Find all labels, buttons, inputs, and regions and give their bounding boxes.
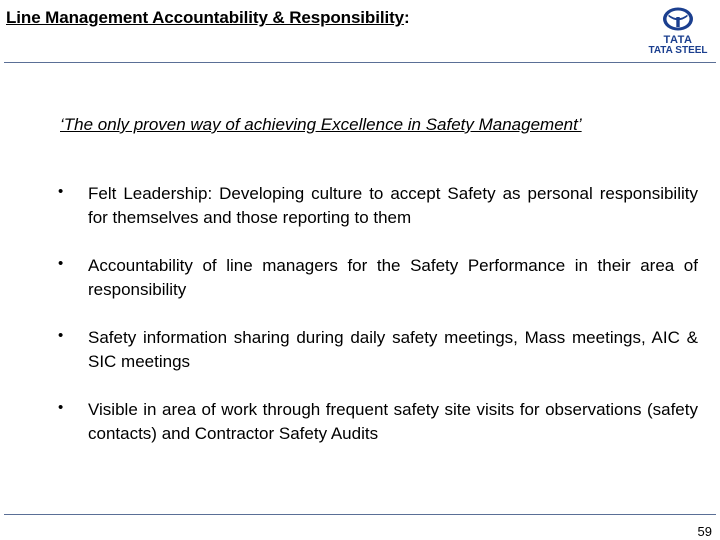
page-title-text: Line Management Accountability & Responsibility (6, 8, 405, 27)
tata-logo-icon (644, 6, 712, 34)
tagline: ‘The only proven way of achieving Excellence in Safety Management’ (60, 115, 582, 134)
page-number: 59 (697, 524, 712, 539)
logo-line1: TATA (663, 34, 693, 46)
list-item (58, 182, 698, 230)
header-divider (4, 62, 716, 63)
list-item (58, 326, 698, 374)
footer-divider (4, 514, 716, 515)
bullet-marker: • (58, 183, 64, 200)
list-item (58, 398, 698, 446)
page-title-suffix: : (404, 8, 410, 27)
bullet-text: Visible in area of work through frequent safety site visits for observations (safety contacts) and Contractor Safety Audits (88, 400, 698, 443)
page-title (6, 8, 410, 28)
list-item (58, 254, 698, 302)
bullet-list (58, 182, 698, 470)
logo-text (644, 35, 712, 56)
logo-line2: TATA STEEL (648, 45, 708, 56)
tata-steel-logo (644, 6, 712, 54)
bullet-text: Felt Leadership: Developing culture to accept Safety as personal responsibility for themselves and those reporting to them (88, 184, 698, 227)
bullet-marker: • (58, 327, 64, 344)
bullet-text: Safety information sharing during daily safety meetings, Mass meetings, AIC & SIC meetings (88, 328, 698, 371)
bullet-marker: • (58, 399, 64, 416)
bullet-text: Accountability of line managers for the Safety Performance in their area of responsibility (88, 256, 698, 299)
bullet-marker: • (58, 255, 64, 272)
